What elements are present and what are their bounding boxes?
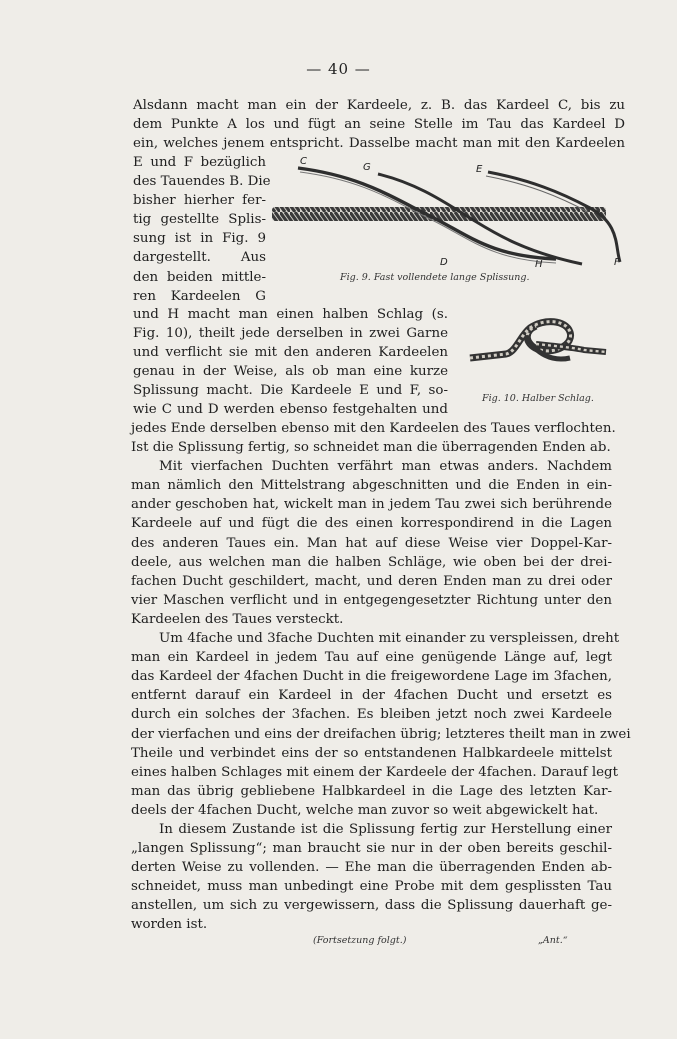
label-f: F [614,257,620,268]
paragraph-body [131,419,631,935]
text-line: Mit vierfachen Duchten verfährt man etwas anders. Nachdem [159,459,612,475]
figure-9 [270,156,630,272]
text-line: dem Punkte A los und fügt an seine Stelle im Tau das Kardeel D [133,117,625,133]
paragraph-beside-fig9 [133,153,271,306]
text-line: In diesem Zustande ist die Splissung fertig zur Herstellung einer [159,821,612,837]
label-h: H [535,259,543,270]
paragraph-beside-fig10 [133,305,448,420]
text-line: deels der 4fachen Ducht, welche man zuvor so weit abgewickelt hat. [131,802,599,818]
text-line: eines halben Schlages mit einem der Kardeele der 4fachen. Darauf legt [131,764,618,780]
text-line: derten Weise zu vollenden. — Ehe man die überragenden Enden ab- [131,860,612,876]
text-line: des Tauendes B. Die [133,174,271,190]
text-line: Fig. 10), theilt jede derselben in zwei Garne [133,326,448,342]
text-line: jedes Ende derselben ebenso mit den Kardeelen des Taues verflochten. [131,421,616,436]
text-line: das Kardeel der 4fachen Ducht in die freigewordene Lage im 3fachen, [131,669,612,685]
label-d: D [440,257,448,268]
text-line: und H macht man einen halben Schlag (s. [133,307,448,322]
text-line: Splissung macht. Die Kardeele E und F, so- [133,383,448,399]
text-line: entfernt darauf ein Kardeel in der 4fachen Ducht und ersetzt es [131,688,612,704]
text-line: worden ist. [131,917,208,933]
paragraph-top [133,96,625,153]
text-line: ander geschoben hat, wickelt man in jedem Tau zwei sich berührende [131,497,612,513]
text-line: tig gestellte Splis- [133,212,266,228]
text-line: des anderen Taues ein. Man hat auf diese Weise vier Doppel-Kar- [131,535,612,551]
text-line: bisher hierher fer- [133,193,266,209]
label-c: C [300,156,307,167]
text-line: Alsdann macht man ein der Kardeele, z. B. das Kardeel C, bis zu [133,98,625,113]
source-signature: „Ant.“ [538,935,568,946]
text-line: genau in der Weise, als ob man eine kurze [133,364,448,380]
text-line: Kardeele auf und fügt die des einen korrespondirend in die Lagen [131,516,612,532]
text-line: man das übrig gebliebene Halbkardeel in die Lage des letzten Kar- [131,783,612,799]
figure-10-caption: Fig. 10. Halber Schlag. [482,393,594,404]
text-line: anstellen, um sich zu vergewissern, dass die Splissung dauerhaft ge- [131,898,612,914]
text-line: ein, welches jenem entspricht. Dasselbe macht man mit den Kardeelen [133,136,625,152]
text-line: man ein Kardeel in jedem Tau auf eine genügende Länge auf, legt [131,650,612,666]
text-line: E und F bezüglich [133,155,266,170]
text-line: der vierfachen und eins der dreifachen übrig; letzteres theilt man in zwei [131,726,631,742]
text-line: Um 4fache und 3fache Duchten mit einander zu verspleissen, dreht [159,631,620,647]
figure-9-caption: Fig. 9. Fast vollendete lange Splissung. [340,272,530,283]
text-line: sung ist in Fig. 9 [133,231,266,247]
text-line: Ist die Splissung fertig, so schneidet man die überragenden Enden ab. [131,440,611,456]
continuation-note: (Fortsetzung folgt.) [313,935,407,946]
text-line: man nämlich den Mittelstrang abgeschnitten und die Enden in ein- [131,478,612,494]
page-number: — 40 — [306,60,371,78]
text-line: Theile und verbindet eins der so entstandenen Halbkardeele mittelst [131,745,612,761]
text-line: den beiden mittle- [133,269,266,285]
text-line: durch ein solches der 3fachen. Es bleiben jetzt noch zwei Kardeele [131,707,612,723]
text-line: deele, aus welchen man die halben Schläge, wie oben bei der drei- [131,554,612,570]
text-line: und verflicht sie mit den anderen Kardeelen [133,345,448,361]
text-line: fachen Ducht geschildert, macht, und deren Enden man zu drei oder [131,573,612,589]
half-hitch-illustration [466,314,616,374]
figure-10 [466,314,616,374]
long-splice-illustration [270,156,630,272]
text-line: vier Maschen verflicht und in entgegengesetzter Richtung unter den [131,592,612,608]
text-line: schneidet, muss man unbedingt eine Probe mit dem gesplissten Tau [131,879,612,895]
label-g: G [363,162,371,173]
text-line: ren Kardeelen G [133,288,266,304]
label-e: E [476,164,483,175]
text-line: Kardeelen des Taues versteckt. [131,611,344,627]
text-line: wie C und D werden ebenso festgehalten und [133,402,448,418]
text-line: „langen Splissung“; man braucht sie nur in der oben bereits geschil- [131,841,612,857]
text-line: dargestellt. Aus [133,250,266,266]
